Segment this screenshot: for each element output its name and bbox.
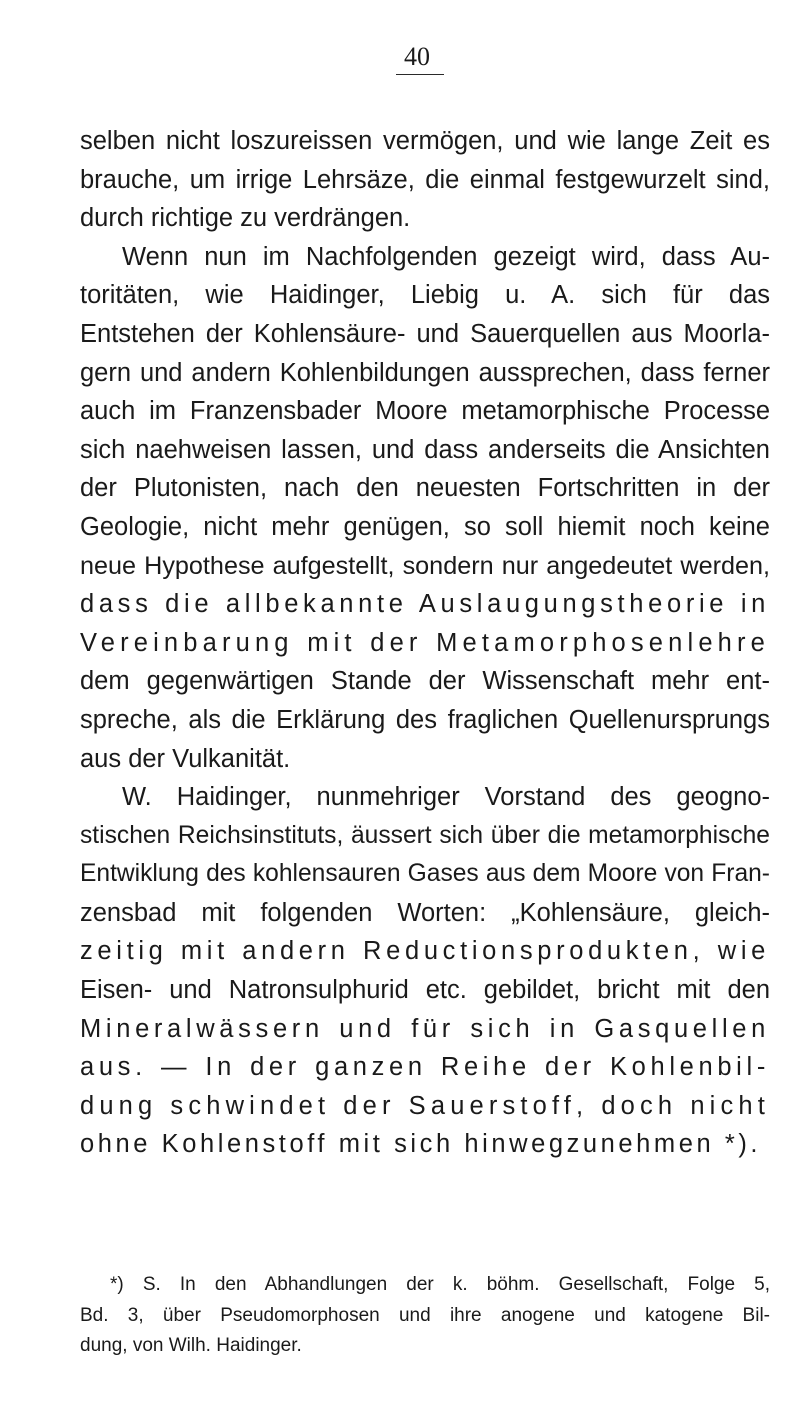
text-line: durch richtige zu verdrängen. <box>80 204 411 233</box>
text-line: selben nicht loszureissen vermögen, und wie lange Zeit es <box>80 127 770 155</box>
text-line: auch im Franzensbader Moore metamorphische Processe <box>80 397 770 426</box>
text-line-spaced: dass die allbekannte Auslaugungstheorie in <box>80 590 770 619</box>
footnote-line: Bd. 3, über Pseudomorphosen und ihre anogene und katogene Bil- <box>80 1304 770 1326</box>
text-line: sich naehweisen lassen, und dass anderseits die Ansichten <box>80 435 770 464</box>
text-line: brauche, um irrige Lehrsäze, die einmal festgewurzelt sind, <box>80 165 770 194</box>
text-line: toritäten, wie Haidinger, Liebig u. A. sich für das <box>80 281 770 310</box>
text-line-spaced: ohne Kohlenstoff mit sich hinwegzunehmen *). <box>80 1130 762 1159</box>
footnote-line: dung, von Wilh. Haidinger. <box>80 1335 302 1356</box>
paragraph-1 <box>80 122 770 238</box>
paragraph-2 <box>80 238 770 778</box>
text-line: der Plutonisten, nach den neuesten Fortschritten in der <box>80 474 770 503</box>
text-line: aus der Vulkanität. <box>80 744 291 773</box>
paragraph-3 <box>80 778 770 1164</box>
text-line: zensbad mit folgenden Worten: „Kohlensäure, gleich- <box>80 898 770 927</box>
body-text <box>80 122 770 1164</box>
footnote-text: S. In den Abhandlungen der k. böhm. Gesellschaft, Folge 5, <box>142 1274 770 1295</box>
text-line: Entstehen der Kohlensäure- und Sauerquellen aus Moorla- <box>80 319 770 348</box>
text-line: dem gegenwärtigen Stande der Wissenschaft mehr ent- <box>80 667 770 696</box>
text-line-spaced: zeitig mit andern Reductionsprodukten, wie <box>80 937 770 966</box>
footnote-line <box>80 1270 770 1301</box>
text-line: Entwiklung des kohlensauren Gases aus dem Moore von Fran- <box>80 860 770 888</box>
text-line: W. Haidinger, nunmehriger Vorstand des geogno- <box>122 783 770 812</box>
text-line: spreche, als die Erklärung des fraglichen Quellenursprungs <box>80 705 770 734</box>
text-line: neue Hypothese aufgestellt, sondern nur angedeutet werden, <box>80 551 770 580</box>
text-line: Wenn nun im Nachfolgenden gezeigt wird, dass Au- <box>122 242 770 271</box>
text-line: stischen Reichsinstituts, äussert sich über die metamorphische <box>80 821 770 849</box>
text-line-spaced: dung schwindet der Sauerstoff, doch nicht <box>80 1091 770 1120</box>
text-line-spaced: aus. — In der ganzen Reihe der Kohlenbil- <box>80 1053 770 1082</box>
text-line: gern und andern Kohlenbildungen aussprechen, dass ferner <box>80 358 770 387</box>
text-line-spaced: Vereinbarung mit der Metamorphosenlehre <box>80 628 770 657</box>
page-number: 40 <box>0 42 800 75</box>
text-line-spaced: Mineralwässern und für sich in Gasquellen <box>80 1014 770 1043</box>
text-line: Geologie, nicht mehr genügen, so soll hiemit noch keine <box>80 512 770 541</box>
footnote <box>80 1270 770 1362</box>
footnote-marker: *) <box>110 1274 124 1295</box>
text-line: Eisen- und Natronsulphurid etc. gebildet, bricht mit den <box>80 976 770 1005</box>
